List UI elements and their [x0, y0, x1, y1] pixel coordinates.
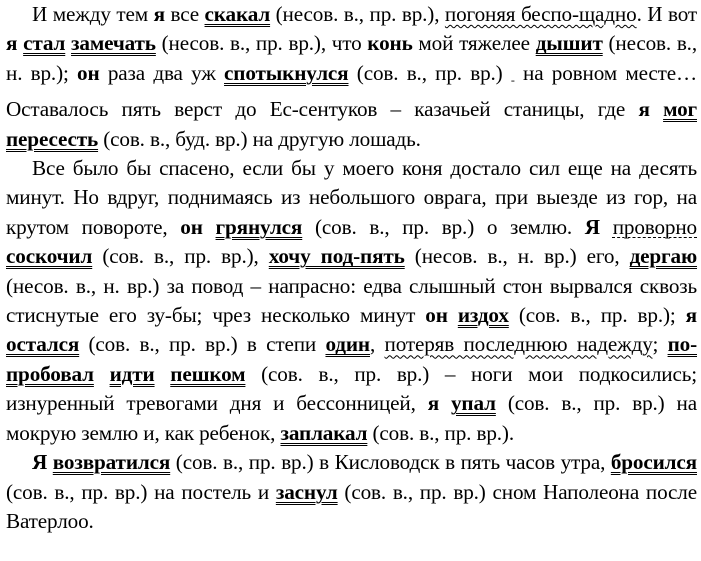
subject: Я — [32, 450, 48, 475]
adverbial-participle: потеряв последнюю надежду — [384, 332, 653, 357]
subject: Я — [584, 214, 600, 239]
space — [439, 391, 451, 415]
small-mark: - — [510, 72, 515, 87]
predicate: спотыкнулся — [224, 60, 349, 85]
grammar-note: (несов. в., пр. вр.), что — [155, 31, 368, 56]
predicate: остался — [6, 332, 80, 357]
grammar-note: (сов. в., пр. вр.) — [348, 60, 511, 85]
grammar-note: (сов. в., пр. вр.) – ноги мои подкосились; изнуренный тревогами дня и бессонницей, — [6, 361, 697, 416]
subject: он — [180, 214, 203, 239]
paragraph-3 — [6, 448, 697, 536]
text: И между тем — [32, 2, 154, 26]
grammar-note: (сов. в., пр. вр.) в Кисловодск в пять часов утра, — [170, 450, 611, 475]
subject: он — [77, 60, 100, 85]
text: Все было бы спасено, если бы у моего коня достало сил еще на десять минут. Но вдруг, поднимаясь из небольшого оврага, при выезде из гор, на крутом повороте, — [6, 156, 697, 239]
subject: он — [425, 303, 448, 328]
predicate: издох — [457, 303, 509, 328]
subject: я — [6, 31, 18, 56]
grammar-note: (несов. в., н. вр.) его, — [404, 244, 630, 269]
adverbial-participle: погоняя беспо-щадно — [444, 2, 637, 26]
subject: я — [685, 303, 697, 328]
grammar-note: (сов. в., пр. вр.). — [367, 420, 514, 445]
predicate: заплакал — [280, 420, 368, 445]
predicate: возвратился — [52, 450, 171, 475]
text: ; — [652, 332, 668, 357]
grammar-note: (несов. в., н. вр.); — [6, 31, 697, 85]
predicate: пересесть — [6, 126, 99, 151]
space — [155, 362, 171, 386]
adverbial: проворно — [612, 214, 697, 239]
grammar-note: (сов. в., пр. вр.) на постель и — [6, 479, 276, 504]
text: все — [164, 2, 205, 26]
grammar-note: (сов. в., пр. вр.) на мокрую землю и, как ребенок, — [6, 391, 697, 445]
predicate: скакал — [204, 2, 271, 26]
grammar-note: (сов. в., пр. вр.) о землю. — [302, 214, 585, 239]
text: мой тяжелее — [412, 31, 536, 56]
text: . И вот — [636, 2, 697, 26]
predicate: дергаю — [629, 244, 698, 269]
grammar-note: (сов. в., пр. вр.) сном Наполеона после Ватерлоо. — [6, 479, 697, 533]
subject: конь — [367, 31, 413, 56]
subject: я — [427, 391, 440, 416]
grammar-note: (сов. в., пр. вр.); — [508, 303, 686, 328]
predicate: один — [325, 332, 370, 357]
predicate: идти — [109, 361, 155, 386]
space — [650, 97, 663, 121]
grammar-note: (несов. в., пр. вр.), — [270, 2, 445, 26]
paragraph-2 — [6, 154, 697, 448]
predicate: соскочил — [6, 244, 93, 269]
grammar-note: (несов. в., н. вр.) за повод – напрасно: едва слышный стон вырвался сквозь стиснутые его зу-бы; чрез несколько минут — [6, 273, 697, 328]
subject: я — [153, 2, 165, 26]
paragraph-1 — [6, 0, 697, 154]
predicate: стал — [23, 31, 66, 56]
text: , — [370, 332, 385, 357]
text: на ровном месте… Оставалось пять верст до Ес-сентуков – казачьей станицы, где — [6, 60, 698, 122]
grammar-note: (сов. в., буд. вр.) на другую лошадь. — [98, 126, 421, 151]
space — [600, 215, 613, 239]
predicate: упал — [450, 391, 496, 416]
predicate: мог — [663, 97, 697, 122]
predicate: дышит — [535, 31, 603, 56]
space — [203, 215, 216, 239]
grammar-note: (сов. в., пр. вр.) в степи — [79, 332, 326, 357]
predicate: грянулся — [215, 214, 303, 239]
predicate: пешком — [170, 361, 246, 386]
grammar-note: (сов. в., пр. вр.), — [92, 244, 269, 269]
predicate: бросился — [610, 450, 697, 475]
predicate: заснул — [275, 479, 338, 504]
text: раза два уж — [99, 60, 225, 85]
predicate: по-пробовал — [6, 332, 697, 386]
space — [94, 362, 110, 386]
predicate: хочу под-пять — [268, 244, 405, 269]
subject: я — [638, 97, 650, 122]
predicate: замечать — [71, 31, 156, 56]
space — [448, 303, 458, 327]
